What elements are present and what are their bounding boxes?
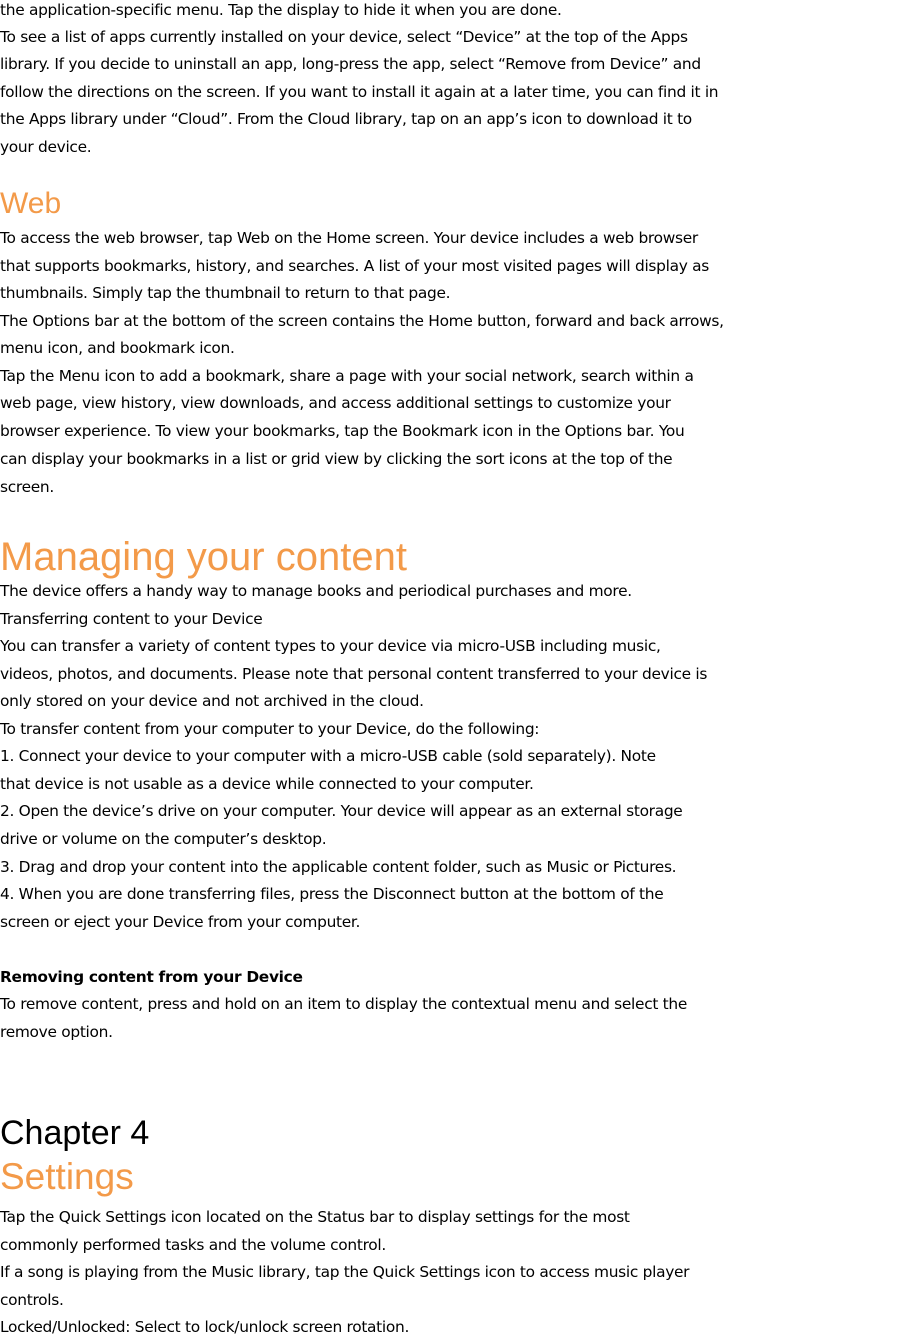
managing-line: only stored on your device and not archived in the cloud.: [0, 692, 424, 710]
web-line: thumbnails. Simply tap the thumbnail to return to that page.: [0, 284, 451, 302]
web-line: menu icon, and bookmark icon.: [0, 339, 235, 357]
web-line: browser experience. To view your bookmarks, tap the Bookmark icon in the Options bar. You: [0, 422, 685, 440]
managing-line: The device offers a handy way to manage books and periodical purchases and more.: [0, 582, 632, 600]
managing-line: videos, photos, and documents. Please note that personal content transferred to your device is: [0, 665, 708, 683]
intro-line: follow the directions on the screen. If you want to install it again at a later time, you can find it in: [0, 83, 719, 101]
removing-line: To remove content, press and hold on an item to display the contextual menu and select the: [0, 995, 688, 1013]
web-line: Tap the Menu icon to add a bookmark, share a page with your social network, search within a: [0, 367, 694, 385]
managing-line: 4. When you are done transferring files, press the Disconnect button at the bottom of the: [0, 885, 664, 903]
settings-line: Tap the Quick Settings icon located on the Status bar to display settings for the most: [0, 1208, 630, 1226]
managing-line: Transferring content to your Device: [0, 610, 263, 628]
settings-line: controls.: [0, 1291, 64, 1309]
removing-line: remove option.: [0, 1023, 113, 1041]
web-line: screen.: [0, 478, 54, 496]
managing-line: 2. Open the device’s drive on your computer. Your device will appear as an external storage: [0, 802, 683, 820]
web-line: that supports bookmarks, history, and searches. A list of your most visited pages will display as: [0, 257, 709, 275]
intro-line: the Apps library under “Cloud”. From the Cloud library, tap on an app’s icon to download it to: [0, 110, 692, 128]
settings-line: commonly performed tasks and the volume control.: [0, 1236, 386, 1254]
settings-line: Locked/Unlocked: Select to lock/unlock screen rotation.: [0, 1318, 410, 1336]
managing-line: drive or volume on the computer’s desktop.: [0, 830, 327, 848]
managing-line: To transfer content from your computer to your Device, do the following:: [0, 720, 540, 738]
settings-line: If a song is playing from the Music library, tap the Quick Settings icon to access music player: [0, 1263, 690, 1281]
intro-line: To see a list of apps currently installed on your device, select “Device” at the top of the Apps: [0, 28, 688, 46]
chapter-label: Chapter 4: [0, 1114, 150, 1152]
web-line: can display your bookmarks in a list or grid view by clicking the sort icons at the top of the: [0, 450, 673, 468]
web-line: web page, view history, view downloads, and access additional settings to customize your: [0, 394, 671, 412]
chapter-title: Settings: [0, 1156, 134, 1197]
web-heading: Web: [0, 187, 62, 220]
managing-line: 1. Connect your device to your computer with a micro-USB cable (sold separately). Note: [0, 747, 656, 765]
intro-line: the application-specific menu. Tap the display to hide it when you are done.: [0, 1, 562, 19]
managing-line: that device is not usable as a device while connected to your computer.: [0, 775, 534, 793]
intro-line: library. If you decide to uninstall an app, long-press the app, select “Remove from Device” and: [0, 55, 701, 73]
managing-line: You can transfer a variety of content types to your device via micro-USB including music,: [0, 637, 661, 655]
managing-heading: Managing your content: [0, 535, 407, 579]
web-line: To access the web browser, tap Web on the Home screen. Your device includes a web browser: [0, 229, 698, 247]
removing-heading: Removing content from your Device: [0, 968, 303, 986]
managing-line: 3. Drag and drop your content into the applicable content folder, such as Music or Pictures.: [0, 858, 677, 876]
web-line: The Options bar at the bottom of the screen contains the Home button, forward and back arrows,: [0, 312, 724, 330]
intro-line: your device.: [0, 138, 92, 156]
managing-line: screen or eject your Device from your computer.: [0, 913, 361, 931]
